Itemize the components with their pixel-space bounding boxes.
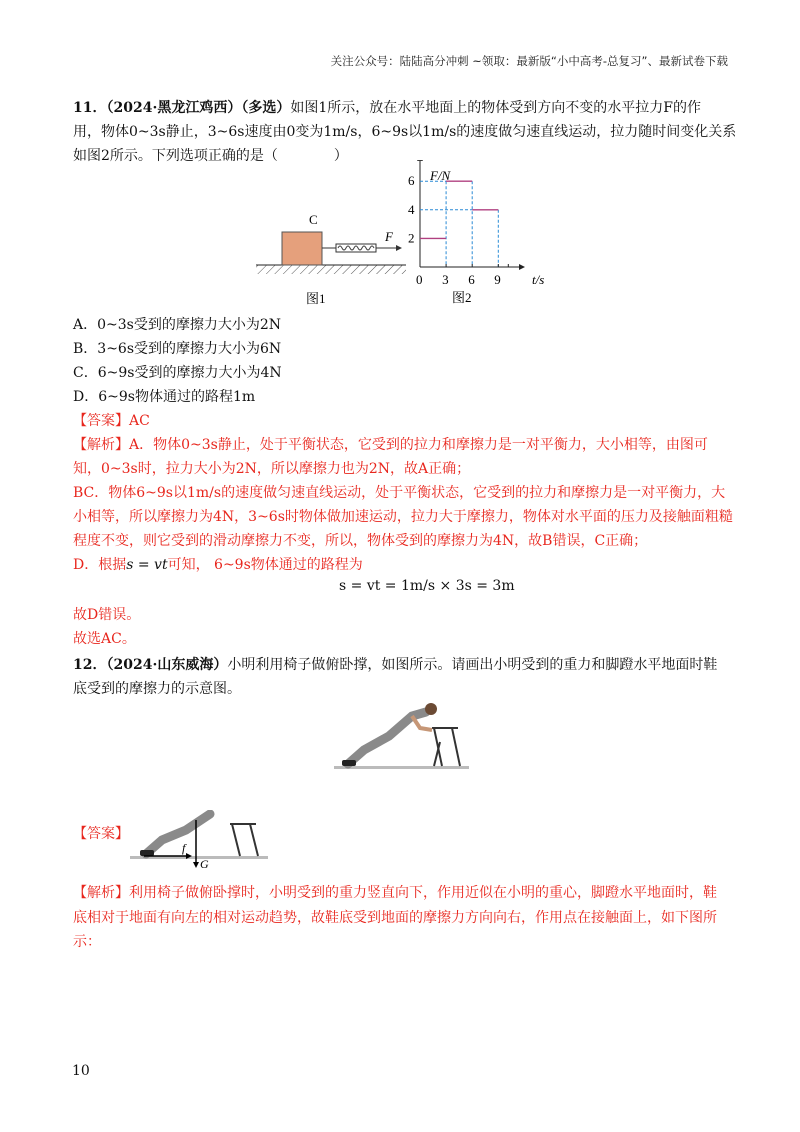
q12-analysis-3: 示： [73, 934, 101, 950]
x-axis-arrow [519, 264, 525, 270]
option-b: B．3~6s受到的摩擦力大小为6N [73, 341, 282, 357]
x-tick-label-3: 3 [442, 272, 449, 287]
ground-hatch [256, 265, 406, 274]
gravity-arrowhead [193, 862, 199, 868]
q12-answer-label: 【答案】 [73, 826, 129, 842]
floor-line [334, 766, 469, 769]
q11-type: （多选） [241, 100, 291, 116]
q12-analysis-2: 底相对于地面有向左的相对运动趋势，故鞋底受到地面的摩擦力方向向右，作用点在接触面上，如下图所 [73, 910, 717, 926]
force-label: F [385, 229, 393, 244]
person-shoes [342, 760, 356, 766]
q11-analysis-4: 小相等，所以摩擦力为4N，3~6s时物体做加速运动，拉力大于摩擦力，物体对水平面的压力及接触面粗糙 [73, 509, 733, 525]
option-a: A．0~3s受到的摩擦力大小为2N [73, 317, 281, 333]
y-tick-label-4: 4 [408, 201, 415, 217]
x-tick-label-6: 6 [468, 272, 475, 287]
pushup-figure [334, 698, 469, 773]
block-c [282, 232, 322, 265]
q12-analysis-1: 【解析】利用椅子做俯卧撑时，小明受到的重力竖直向下，作用近似在小明的重心，脚蹬水平地面时，鞋 [73, 885, 717, 901]
answer-figure [130, 810, 270, 876]
answer-person [146, 814, 210, 854]
x-tick-label-9: 9 [494, 272, 501, 287]
q12-number: 12． [73, 657, 107, 673]
analysis-d-pre: D．根据 [73, 557, 127, 573]
q11-stem-line2: 用，物体0~3s静止，3~6s速度由0变为1m/s，6~9s以1m/s的速度做匀速直线运动，拉力随时间变化关系 [73, 124, 737, 140]
q11-analysis-d [73, 554, 363, 574]
block-label: C [309, 212, 318, 227]
q11-choose: 故选AC。 [73, 631, 136, 647]
q11-analysis-2: 知，0~3s时，拉力大小为2N，所以摩擦力也为2N，故A正确； [73, 461, 471, 477]
q12-stem-line2: 底受到的摩擦力的示意图。 [73, 681, 241, 697]
q12-stem-line1 [73, 654, 717, 674]
analysis-d-formula: s = vt [126, 557, 168, 573]
q12-stem1: 小明利用椅子做俯卧撑，如图所示。请画出小明受到的重力和脚蹬水平地面时鞋 [227, 657, 718, 673]
q11-analysis-1: 【解析】A．物体0~3s静止，处于平衡状态，它受到的拉力和摩擦力是一对平衡力，大小相等，由图可 [73, 437, 708, 453]
option-c: C．6~9s受到的摩擦力大小为4N [73, 365, 282, 381]
analysis-d-post: 可知， 6~9s物体通过的路程为 [167, 557, 363, 573]
figure-1 [250, 205, 410, 310]
y-tick-label-6: 6 [408, 173, 415, 189]
q11-analysis-3: BC．物体6~9s以1m/s的速度做匀速直线运动，处于平衡状态，它受到的拉力和摩擦力是一对平衡力，大 [73, 485, 726, 501]
friction-label: f [182, 841, 186, 855]
figure-2-caption: 图2 [452, 290, 472, 305]
chair [432, 728, 460, 766]
person-arm [412, 716, 432, 730]
figure-1-caption: 图1 [306, 291, 326, 306]
y-axis-label: F/N [430, 168, 451, 183]
x-axis-label: t/s [532, 272, 545, 287]
gravity-label: G [200, 857, 209, 871]
person-head [425, 703, 437, 715]
q11-stem1: 如图1所示，放在水平地面上的物体受到方向不变的水平拉力F的作 [290, 100, 701, 116]
figure-2-chart [400, 160, 560, 308]
answer-chair [230, 824, 258, 856]
y-axis-arrow [417, 160, 423, 161]
q11-number: 11． [73, 100, 107, 116]
q11-stem-line1 [73, 97, 701, 117]
q12-source: （2024·山东威海） [106, 657, 228, 673]
page-number: 10 [72, 1063, 90, 1079]
q11-answer: 【答案】AC [73, 413, 150, 429]
q11-d-wrong: 故D错误。 [73, 607, 141, 623]
q11-stem-line3: 如图2所示。下列选项正确的是（ ） [73, 148, 348, 164]
q11-analysis-5: 程度不变，则它受到的滑动摩擦力不变，所以，物体受到的摩擦力为4N，故B错误，C正确； [73, 533, 648, 549]
page-header: 关注公众号：陆陆高分冲刺 ~领取：最新版“小中高考-总复习”、最新试卷下载 [330, 54, 728, 68]
x-tick-label-0: 0 [416, 272, 423, 287]
q11-source: （2024·黑龙江鸡西） [106, 100, 242, 116]
answer-shoes [140, 850, 154, 856]
distance-formula: s = vt = 1m/s × 3s = 3m [339, 578, 515, 594]
option-d: D．6~9s物体通过的路程1m [73, 389, 256, 405]
y-tick-label-2: 2 [408, 230, 415, 246]
